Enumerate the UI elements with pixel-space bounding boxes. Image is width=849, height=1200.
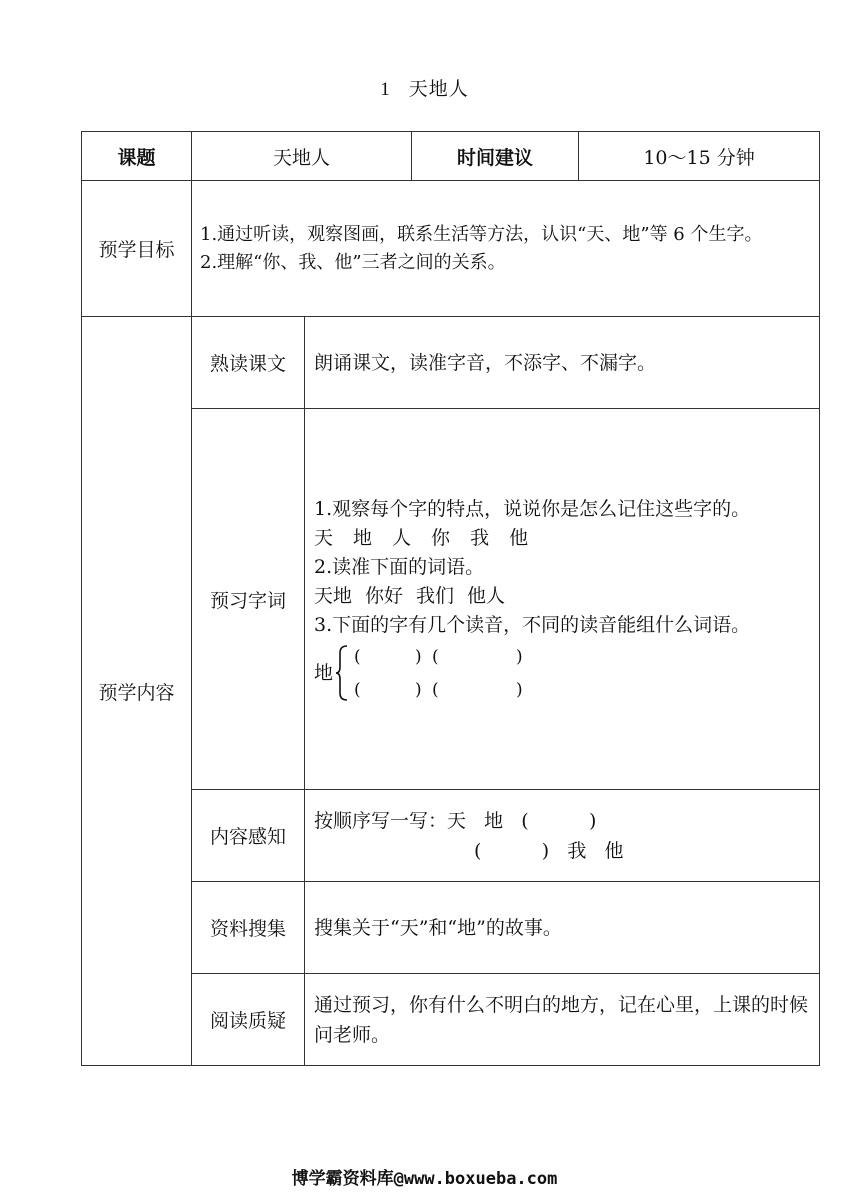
content-label: 预学内容	[82, 317, 192, 1066]
word-item: 他人	[467, 584, 506, 607]
time-label: 时间建议	[412, 132, 579, 181]
blank-close: )	[415, 679, 422, 700]
perception-label: 内容感知	[192, 790, 305, 882]
goals-row	[82, 181, 820, 317]
polyphone-exercise	[314, 642, 813, 704]
preview-table	[81, 131, 820, 1066]
perception-row	[82, 790, 820, 882]
time-value: 10～15 分钟	[579, 132, 820, 181]
curly-brace-icon	[335, 644, 349, 702]
sequence-line-1: 按顺序写一写：天 地 ( )	[314, 809, 597, 832]
reading-row	[82, 317, 820, 409]
char-item: 地	[353, 526, 373, 549]
polyphone-char: 地	[314, 661, 334, 684]
blank-close: )	[415, 646, 422, 667]
reading-label: 熟读课文	[192, 317, 305, 409]
word-item: 我们	[416, 584, 455, 607]
goal-item: 1.通过听读，观察图画，联系生活等方法，认识“天、地”等 6 个生字。	[200, 223, 763, 245]
collect-label: 资料搜集	[192, 882, 305, 974]
char-item: 你	[431, 526, 451, 549]
perception-content	[305, 790, 820, 882]
blank-close: )	[516, 679, 523, 700]
collect-text: 搜集关于“天”和“地”的故事。	[305, 882, 820, 974]
word-item: 你好	[365, 584, 404, 607]
lesson-number: 1	[380, 79, 391, 100]
word-list	[314, 582, 813, 611]
lesson-title: 天地人	[408, 78, 469, 100]
question-label: 阅读质疑	[192, 974, 305, 1066]
words-q3: 3.下面的字有几个读音，不同的读音能组什么词语。	[314, 613, 751, 636]
char-item: 人	[392, 526, 412, 549]
words-label: 预习字词	[192, 409, 305, 790]
reading-text: 朗诵课文，读准字音，不添字、不漏字。	[305, 317, 820, 409]
goals-label: 预学目标	[82, 181, 192, 317]
header-row	[82, 132, 820, 181]
blank-open: (	[432, 646, 439, 667]
page-title	[0, 74, 849, 101]
blank-close: )	[516, 646, 523, 667]
words-row	[82, 409, 820, 790]
blank-open: (	[432, 679, 439, 700]
words-q1: 1.观察每个字的特点，说说你是怎么记住这些字的。	[314, 497, 751, 520]
topic-label: 课题	[82, 132, 192, 181]
char-item: 天	[314, 526, 334, 549]
char-item: 他	[509, 526, 529, 549]
goal-item: 2.理解“你、我、他”三者之间的关系。	[200, 251, 506, 273]
char-item: 我	[470, 526, 490, 549]
question-text: 通过预习，你有什么不明白的地方，记在心里，上课的时候问老师。	[305, 974, 820, 1066]
words-q2: 2.读准下面的词语。	[314, 555, 485, 578]
topic-value: 天地人	[192, 132, 412, 181]
words-content	[305, 409, 820, 790]
collect-row	[82, 882, 820, 974]
word-item: 天地	[314, 584, 353, 607]
footer-watermark: 博学霸资料库@www.boxueba.com	[291, 1169, 558, 1189]
blank-open: (	[354, 679, 361, 700]
question-row	[82, 974, 820, 1066]
char-list	[314, 524, 813, 553]
goals-text	[192, 181, 820, 317]
sequence-line-2: ( ) 我 他	[474, 839, 624, 862]
blank-open: (	[354, 646, 361, 667]
